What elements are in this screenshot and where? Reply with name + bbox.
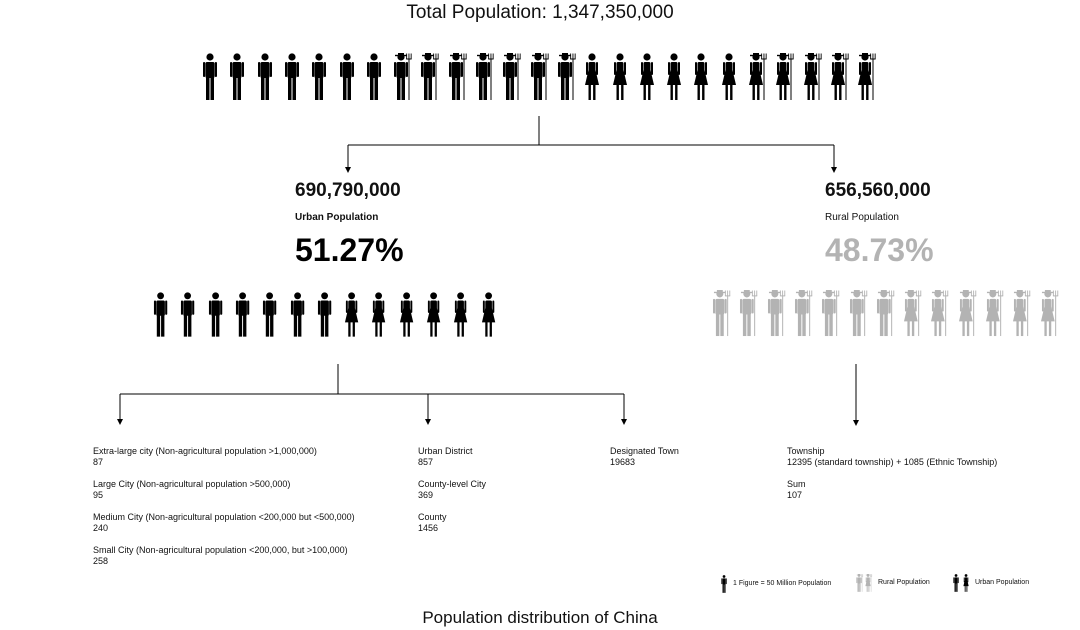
male-farmer-person-icon <box>856 574 863 592</box>
admin-unit-list <box>418 446 598 534</box>
category-label: Small City (Non-agricultural population <200,000, but >100,000) <box>93 545 348 555</box>
female-farmer-person-icon <box>865 574 872 592</box>
male-person-icon <box>953 574 960 592</box>
city-size-item <box>93 446 393 468</box>
female-person-icon <box>344 292 361 338</box>
urban-percent: 51.27% <box>295 232 404 268</box>
category-value: 240 <box>93 523 109 533</box>
category-value: 19683 <box>610 457 636 467</box>
male-person-icon <box>208 292 225 338</box>
category-value: 369 <box>418 490 434 500</box>
male-person-icon <box>262 292 279 338</box>
category-value: 258 <box>93 556 109 566</box>
total-population-title: Total Population: 1,347,350,000 <box>406 2 674 23</box>
rural-population-label: Rural Population <box>825 212 899 223</box>
rural-unit-item <box>787 479 1067 501</box>
female-person-icon <box>481 292 498 338</box>
female-person-icon <box>453 292 470 338</box>
rural-population-count: 656,560,000 <box>825 180 931 201</box>
category-value: 1456 <box>418 523 439 533</box>
footer-title: Population distribution of China <box>422 608 658 627</box>
male-farmer-person-icon <box>712 290 730 337</box>
category-label: Designated Town <box>610 446 679 456</box>
male-farmer-person-icon <box>849 290 867 337</box>
admin-unit-item <box>418 479 598 501</box>
female-farmer-person-icon <box>958 290 976 337</box>
female-farmer-person-icon <box>1012 290 1030 337</box>
male-farmer-person-icon <box>876 290 894 337</box>
female-person-icon <box>371 292 388 338</box>
female-person-icon <box>963 574 970 592</box>
city-size-item <box>93 512 393 534</box>
category-label: Township <box>787 446 825 456</box>
rural-percent: 48.73% <box>825 232 934 268</box>
male-person-icon <box>180 292 197 338</box>
male-farmer-person-icon <box>739 290 757 337</box>
male-person-icon <box>290 292 307 338</box>
category-label: Sum <box>787 479 806 489</box>
legend-urban-label: Urban Population <box>975 579 1030 586</box>
category-label: Medium City (Non-agricultural population <200,000 but <500,000) <box>93 512 355 522</box>
urban-population-count: 690,790,000 <box>295 180 401 201</box>
male-person-icon <box>235 292 252 338</box>
town-list <box>610 446 770 468</box>
category-value: 87 <box>93 457 104 467</box>
rural-unit-item <box>787 446 1067 468</box>
male-farmer-person-icon <box>794 290 812 337</box>
category-label: Large City (Non-agricultural population >500,000) <box>93 479 291 489</box>
category-value: 107 <box>787 490 803 500</box>
category-value: 95 <box>93 490 104 500</box>
legend-scale-label: 1 Figure = 50 Million Population <box>733 580 832 587</box>
male-farmer-person-icon <box>767 290 785 337</box>
city-size-list <box>93 446 393 567</box>
city-size-item <box>93 545 393 567</box>
female-person-icon <box>426 292 443 338</box>
female-farmer-person-icon <box>930 290 948 337</box>
admin-unit-item <box>418 446 598 468</box>
legend-rural-label: Rural Population <box>878 579 930 586</box>
category-value: 857 <box>418 457 434 467</box>
male-farmer-person-icon <box>821 290 839 337</box>
male-person-icon <box>153 292 170 338</box>
urban-population-label: Urban Population <box>295 212 379 223</box>
female-person-icon <box>399 292 416 338</box>
female-farmer-person-icon <box>903 290 921 337</box>
male-person-icon <box>721 575 728 593</box>
category-label: County-level City <box>418 479 487 489</box>
city-size-item <box>93 479 393 501</box>
category-value: 12395 (standard township) + 1085 (Ethnic Township) <box>787 457 998 467</box>
female-farmer-person-icon <box>985 290 1003 337</box>
category-label: Urban District <box>418 446 473 456</box>
category-label: Extra-large city (Non-agricultural population >1,000,000) <box>93 446 317 456</box>
male-person-icon <box>317 292 334 338</box>
category-label: County <box>418 512 447 522</box>
town-item <box>610 446 770 468</box>
rural-unit-list <box>787 446 1067 501</box>
admin-unit-item <box>418 512 598 534</box>
female-farmer-person-icon <box>1040 290 1058 337</box>
